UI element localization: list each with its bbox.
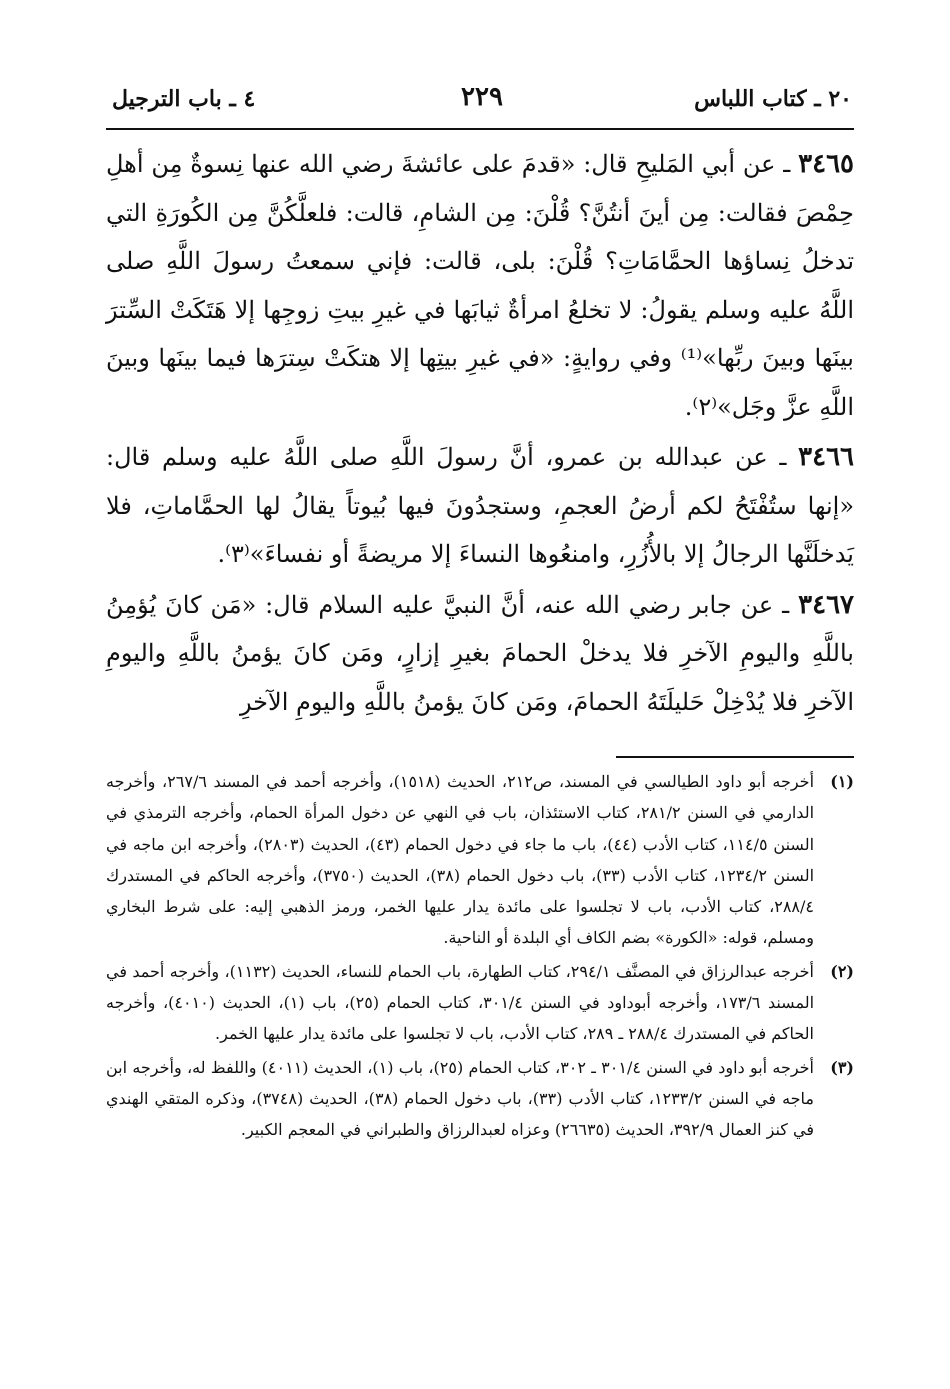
hadith-number: ٣٤٦٧ xyxy=(798,589,854,620)
hadith-3467 xyxy=(106,581,854,727)
hadith-3465 xyxy=(106,140,854,431)
footnote-divider xyxy=(616,756,854,758)
hadith-3466 xyxy=(106,433,854,579)
footnote-label: (٣) xyxy=(830,1057,854,1077)
footnote-text: أخرجه أبو داود الطيالسي في المسند، ص٢١٢، الحديث (١٥١٨)، وأخرجه أحمد في المسند ٢٦٧/٦، وأخرجه الدارمي في السنن ٢٨١/٢، كتاب الاستئذان، باب في النهي عن دخول المرأة الحمام، وأخرجه الترمذي في السنن ١١٤/٥، كتاب الأدب (٤٤)، باب ما جاء في دخول الحمام (٤٣)، الحديث (٢٨٠٣)، وأخرجه ابن ماجه في السنن ١٢٣٤/٢، كتاب الأدب (٣٣)، باب دخول الحمام (٣٨)، الحديث (٣٧٥٠)، وأخرجه الحاكم في المستدرك ٢٨٨/٤، كتاب الأدب، باب لا تجلسوا على مائدة يدار عليها الخمر، ورمز الذهبي إليه: على شرط البخاري ومسلم، قوله: «الكورة» بضم الكاف أي البلدة أو الناحية. xyxy=(106,772,815,948)
page-number: ٢٢٩ xyxy=(461,82,503,112)
chapter-title: ٤ ـ باب الترجيل xyxy=(112,86,256,112)
book-title: ٢٠ ـ كتاب اللباس xyxy=(694,86,852,112)
footnote-3 xyxy=(106,1052,854,1146)
footnote-2 xyxy=(106,956,854,1050)
hadith-number: ٣٤٦٥ xyxy=(798,149,854,179)
hadith-number: ٣٤٦٦ xyxy=(798,442,854,472)
hadith-text: ـ عن جابر رضي الله عنه، أنَّ النبيَّ عليه السلام قال: «مَن كانَ يُؤمِنُ باللَّهِ واليومِ الآخرِ فلا يدخلْ الحمامَ بغيرِ إزارٍ، ومَن كانَ يؤمنُ باللَّهِ واليومِ الآخرِ فلا يُدْخِلْ حَليلَتَهُ الحمامَ، ومَن كانَ يؤمنُ باللَّهِ واليومِ الآخرِ xyxy=(106,590,854,716)
footnotes xyxy=(106,766,854,1148)
footnote-text: أخرجه أبو داود في السنن ٣٠١/٤ ـ ٣٠٢، كتاب الحمام (٢٥)، باب (١)، الحديث (٤٠١١) واللفظ له، وأخرجه ابن ماجه في السنن ١٢٣٣/٢، كتاب الأدب (٣٣)، باب دخول الحمام (٣٨)، الحديث (٣٧٤٨)، وذكره المتقي الهندي في كنز العمال ٣٩٢/٩، الحديث (٢٦٦٣٥) وعزاه لعبدالرزاق والطبراني في المعجم الكبير. xyxy=(106,1057,815,1140)
footnote-1 xyxy=(106,766,854,954)
hadith-text: ـ عن أبي المَليحِ قال: «قدمَ على عائشةَ رضي الله عنها نِسوةٌ مِن أهلِ حِمْصَ فقالت: مِن أينَ أنتُنَّ؟ قُلْنَ: مِن الشامِ، قالت: فلعلَّكُنَّ مِن الكُورَةِ التي تدخلُ نِساؤها الحمَّامَاتِ؟ قُلْنَ: بلى، قالت: فإني سمعتُ رسولَ اللَّهِ صلى اللَّهُ عليه وسلم يقولُ: لا تخلعُ امرأةٌ ثيابَها في غيرِ بيتِ زوجِها إلا هَتَكَتْ السِّترَ بينَها وبينَ ربِّها»⁽¹⁾ وفي روايةٍ: «في غيرِ بيتِها إلا هتكَتْ سِترَها فيما بينَها وبينَ اللَّهِ عزَّ وجَل»⁽٢⁾. xyxy=(106,150,854,421)
header-divider xyxy=(106,128,854,130)
hadith-text: ـ عن عبدالله بن عمرو، أنَّ رسولَ اللَّهِ صلى اللَّهُ عليه وسلم قال: «إنها ستُفْتَحُ لكم أرضُ العجمِ، وستجدُونَ فيها بُيوتاً يقالُ لها الحمَّاماتِ، فلا يَدخلَنَّها الرجالُ إلا بالأُزُرِ، وامنعُوها النساءَ إلا مريضةً أو نفساءَ»⁽٣⁾. xyxy=(106,443,855,568)
footnote-text: أخرجه عبدالرزاق في المصنَّف ٢٩٤/١، كتاب الطهارة، باب الحمام للنساء، الحديث (١١٣٢)، وأخرجه أحمد في المسند ١٧٣/٦، وأخرجه أبوداود في السنن ٣٠١/٤، كتاب الحمام (٢٥)، باب (١)، الحديث (٤٠١٠)، وأخرجه الحاكم في المستدرك ٢٨٨/٤ ـ ٢٨٩، كتاب الأدب، باب لا تجلسوا على مائدة يدار عليها الخمر. xyxy=(106,961,815,1044)
main-text xyxy=(106,140,854,728)
footnote-label: (١) xyxy=(830,772,854,791)
footnote-label: (٢) xyxy=(830,961,854,981)
running-header xyxy=(112,82,852,130)
